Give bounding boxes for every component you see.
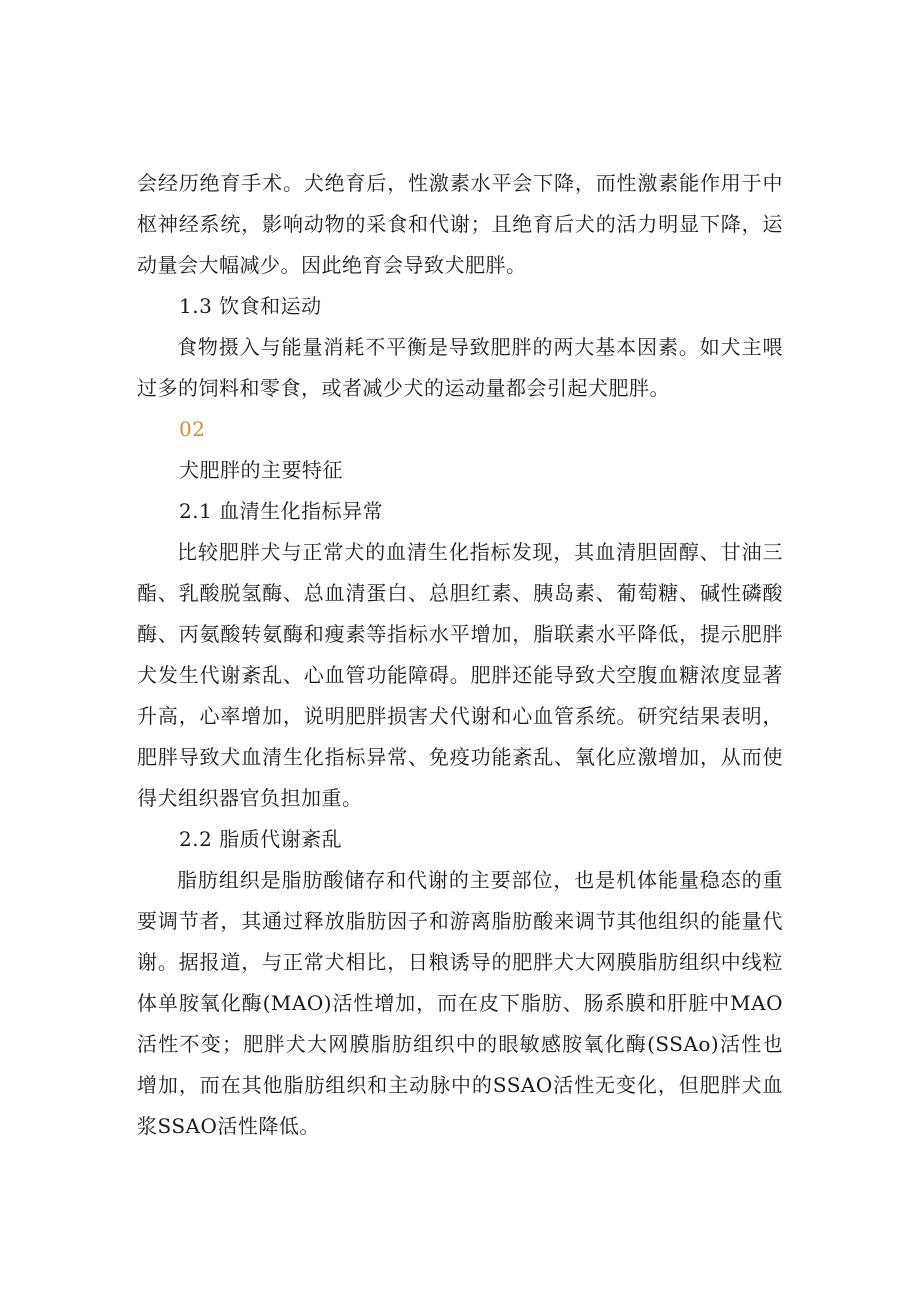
paragraph-neutering: 会经历绝育手术。犬绝育后，性激素水平会下降，而性激素能作用于中枢神经系统，影响动物的采食和代谢；且绝育后犬的活力明显下降，运动量会大幅减少。因此绝育会导致犬肥胖。 (137, 171, 783, 277)
heading-2-1: 2.1 血清生化指标异常 (179, 499, 384, 523)
heading-1-3: 1.3 饮食和运动 (179, 294, 322, 318)
section-number: 02 (179, 417, 206, 441)
document-body (137, 163, 783, 1147)
paragraph-lipid-metabolism: 脂肪组织是脂肪酸储存和代谢的主要部位，也是机体能量稳态的重要调节者，其通过释放脂肪因子和游离脂肪酸来调节其他组织的能量代谢。据报道，与正常犬相比，日粮诱导的肥胖犬大网膜脂肪组织中线粒体单胺氧化酶(MAO)活性增加，而在皮下脂肪、肠系膜和肝脏中MAO活性不变；肥胖犬大网膜脂肪组织中的眼敏感胺氧化酶(SSAo)活性也增加，而在其他脂肪组织和主动脉中的SSAO活性无变化，但肥胖犬血浆SSAO活性降低。 (137, 868, 783, 1138)
section-title: 犬肥胖的主要特征 (179, 458, 343, 482)
heading-2-2: 2.2 脂质代谢紊乱 (179, 827, 343, 851)
paragraph-diet-exercise: 食物摄入与能量消耗不平衡是导致肥胖的两大基本因素。如犬主喂过多的饲料和零食，或者减少犬的运动量都会引起犬肥胖。 (137, 335, 783, 400)
paragraph-serum-biochem: 比较肥胖犬与正常犬的血清生化指标发现，其血清胆固醇、甘油三酯、乳酸脱氢酶、总血清蛋白、总胆红素、胰岛素、葡萄糖、碱性磷酸酶、丙氨酸转氨酶和瘦素等指标水平增加，脂联素水平降低，提示肥胖犬发生代谢紊乱、心血管功能障碍。肥胖还能导致犬空腹血糖浓度显著升高，心率增加，说明肥胖损害犬代谢和心血管系统。研究结果表明，肥胖导致犬血清生化指标异常、免疫功能紊乱、氧化应激增加，从而使得犬组织器官负担加重。 (137, 540, 783, 810)
